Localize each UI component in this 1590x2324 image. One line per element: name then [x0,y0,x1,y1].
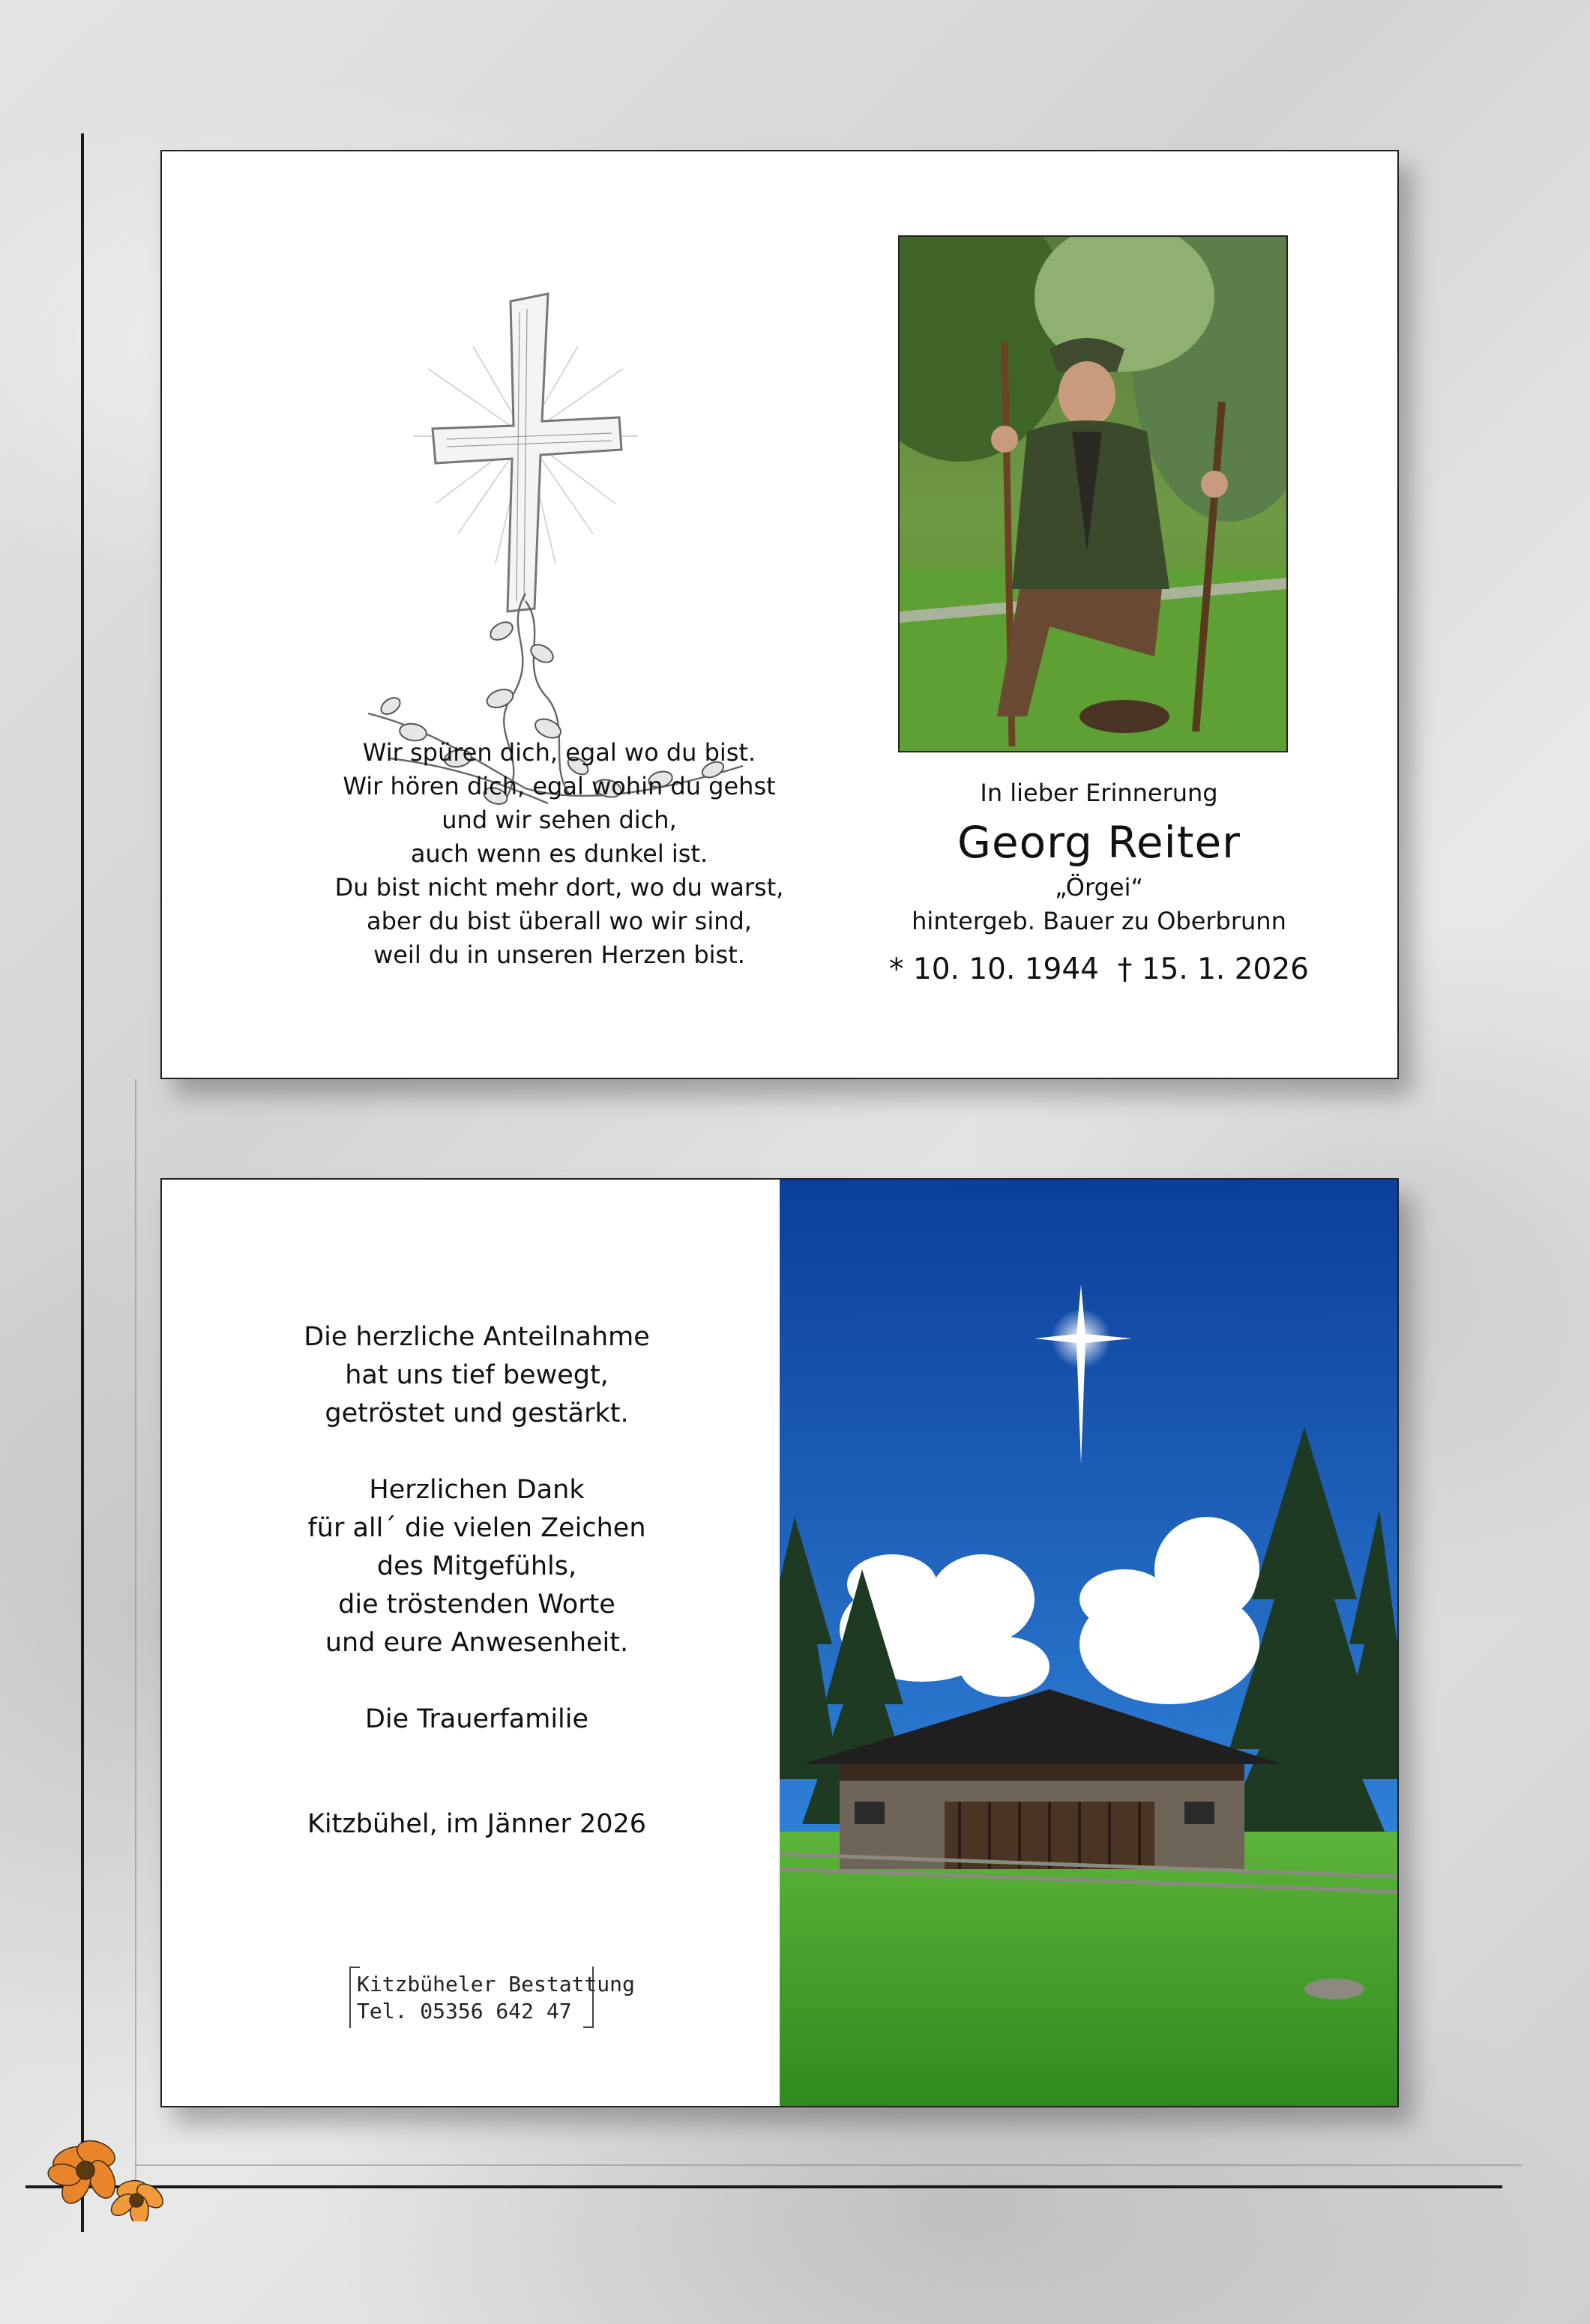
border-vertical-line [81,133,84,2232]
poem-line: aber du bist überall wo wir sind, [367,907,752,935]
memorial-card-back [160,1178,1399,2107]
undertaker-name: Kitzbüheler Bestattung [357,1972,635,1996]
signature: Die Trauerfamilie [364,1704,589,1734]
portrait-photo [898,235,1288,752]
memorial-text [867,773,1331,997]
poem-text [222,736,897,972]
thanks-line: die tröstenden Worte [338,1590,615,1620]
poem-line: Du bist nicht mehr dort, wo du warst, [334,873,784,902]
thanks-line: Herzlichen Dank [369,1475,585,1505]
birth-date: 10. 10. 1944 [912,953,1099,986]
thanks-line: des Mitgefühls, [376,1551,577,1581]
poem-line: und wir sehen dich, [442,806,677,834]
undertaker-phone: Tel. 05356 642 47 [357,1999,572,2023]
poem-line: auch wenn es dunkel ist. [410,839,708,868]
flower-icon [27,2124,169,2221]
shadow-line-vertical [135,1079,136,2181]
border-horizontal-line [25,2185,1502,2188]
thanks-line: für all´ die vielen Zeichen [307,1513,646,1543]
poem-line: weil du in unseren Herzen bist. [373,941,745,969]
poem-line: Wir spüren dich, egal wo du bist. [362,738,756,767]
thanks-line: getröstet und gestärkt. [325,1398,629,1428]
thanks-text [192,1318,762,1777]
landscape-photo [780,1180,1397,2106]
place-date: Kitzbühel, im Jänner 2026 [307,1809,647,1839]
death-date: 15. 1. 2026 [1141,953,1309,986]
undertaker-stamp [349,1967,635,2028]
thanks-line: hat uns tief bewegt, [345,1360,609,1390]
deceased-name: Georg Reiter [957,817,1241,868]
thanks-line: Die herzliche Anteilnahme [304,1322,650,1352]
deceased-nickname: „Örgei“ [1054,873,1144,902]
deceased-description: hintergeb. Bauer zu Oberbrunn [912,907,1286,935]
memorial-intro: In lieber Erinnerung [980,779,1218,807]
shadow-line-horizontal [135,2164,1522,2166]
thanks-line: und eure Anwesenheit. [325,1628,629,1658]
life-dates [867,943,1331,997]
birth-symbol: * [889,953,904,986]
memorial-card-front [160,150,1399,1079]
death-symbol: † [1117,953,1133,986]
poem-line: Wir hören dich, egal wohin du gehst [343,772,776,800]
